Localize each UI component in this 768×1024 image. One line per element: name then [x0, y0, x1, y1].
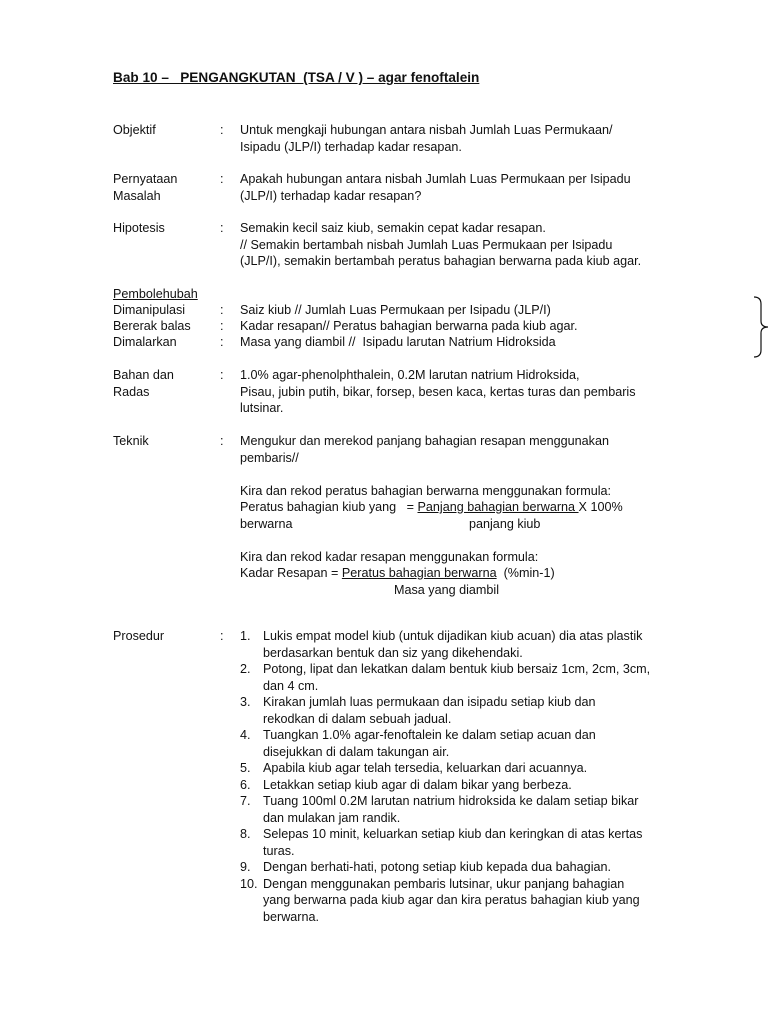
formula-suffix: (%min-1) — [496, 566, 555, 580]
procedure-step — [240, 859, 710, 876]
text-line: lutsinar. — [240, 401, 284, 415]
colon: : — [220, 335, 224, 349]
step-text-line: Lukis empat model kiub (untuk dijadikan kiub acuan) dia atas plastik — [263, 629, 643, 643]
text-line: Pisau, jubin putih, bikar, forsep, besen kaca, kertas turas dan pembaris — [240, 384, 636, 399]
step-text-line: Dengan menggunakan pembaris lutsinar, ukur panjang bahagian — [263, 876, 625, 891]
formula-numerator: Panjang bahagian berwarna — [417, 500, 579, 514]
prosedur-label: Prosedur — [113, 629, 165, 643]
colon: : — [220, 368, 224, 382]
step-number: 8. — [240, 827, 251, 841]
step-number: 5. — [240, 761, 251, 775]
label-line: Bahan dan — [113, 368, 174, 382]
label-line: Pernyataan — [113, 172, 178, 186]
formula-line — [240, 516, 710, 533]
procedure-list — [240, 628, 710, 925]
step-text-line: Tuang 100ml 0.2M larutan natrium hidroksida ke dalam setiap bikar — [263, 794, 639, 808]
text-line: 1.0% agar-phenolphthalein, 0.2M larutan natrium Hidroksida, — [240, 368, 580, 382]
text-line: Untuk mengkaji hubungan antara nisbah Jumlah Luas Permukaan/ — [240, 123, 613, 137]
text-line: // Semakin bertambah nisbah Jumlah Luas Permukaan per Isipadu — [240, 237, 613, 252]
variable-value: Kadar resapan// Peratus bahagian berwarna pada kiub agar. — [240, 319, 578, 333]
formula-numerator: Peratus bahagian berwarna — [341, 566, 497, 580]
formula-lhs: Peratus bahagian kiub yang = — [240, 500, 418, 514]
step-number: 2. — [240, 662, 251, 676]
step-text-line: yang berwarna pada kiub agar dan kira peratus bahagian kiub yang — [263, 893, 640, 907]
formula-lhs: berwarna — [240, 516, 293, 531]
colon: : — [220, 319, 224, 333]
procedure-step — [240, 876, 710, 926]
text-line: Apakah hubungan antara nisbah Jumlah Luas Permukaan per Isipadu — [240, 172, 631, 186]
formula-intro: Kira dan rekod kadar resapan menggunakan formula: — [240, 549, 539, 564]
procedure-step — [240, 661, 710, 694]
text-line: pembaris// — [240, 450, 299, 465]
step-text-line: Selepas 10 minit, keluarkan setiap kiub dan keringkan di atas kertas — [263, 827, 643, 841]
procedure-step — [240, 826, 710, 859]
step-number: 4. — [240, 728, 251, 742]
pernyataan-label — [113, 171, 221, 204]
hipotesis-label: Hipotesis — [113, 221, 165, 235]
text-line: (JLP/I), semakin bertambah peratus bahagian berwarna pada kiub agar. — [240, 254, 642, 268]
formula-line — [240, 565, 710, 582]
step-text-line: rekodkan di dalam sebuah jadual. — [263, 711, 452, 726]
variable-value: Saiz kiub // Jumlah Luas Permukaan per Isipadu (JLP/I) — [240, 303, 551, 317]
formula-suffix: X 100% — [578, 500, 623, 514]
text-line: Semakin kecil saiz kiub, semakin cepat kadar resapan. — [240, 221, 546, 235]
text-line: Mengukur dan merekod panjang bahagian resapan menggunakan — [240, 434, 609, 448]
step-text-line: Dengan berhati-hati, potong setiap kiub kepada dua bahagian. — [263, 860, 611, 874]
step-number: 6. — [240, 777, 251, 792]
teknik-text — [240, 433, 710, 598]
procedure-step — [240, 727, 710, 760]
procedure-step — [240, 793, 710, 826]
step-text-line: dan mulakan jam randik. — [263, 810, 401, 825]
variable-label: Dimalarkan — [113, 335, 177, 349]
objektif-label: Objektif — [113, 123, 156, 137]
formula-denominator: Masa yang diambil — [394, 582, 499, 597]
text-line: (JLP/I) terhadap kadar resapan? — [240, 188, 422, 203]
step-text-line: berdasarkan bentuk dan siz yang dikehendaki. — [263, 645, 523, 660]
teknik-label: Teknik — [113, 434, 149, 448]
procedure-step — [240, 760, 710, 777]
step-number: 10. — [240, 876, 258, 891]
colon: : — [220, 123, 224, 137]
colon: : — [220, 629, 224, 643]
variable-label: Dimanipulasi — [113, 303, 186, 317]
hipotesis-text — [240, 220, 710, 270]
objektif-text — [240, 122, 710, 155]
label-line: Radas — [113, 384, 150, 399]
pembolehubah-heading: Pembolehubah — [113, 287, 198, 301]
step-text-line: Tuangkan 1.0% agar-fenoftalein ke dalam setiap acuan dan — [263, 728, 596, 742]
step-text-line: Letakkan setiap kiub agar di dalam bikar yang berbeza. — [263, 777, 572, 792]
label-line: Masalah — [113, 188, 161, 203]
text-line: Isipadu (JLP/I) terhadap kadar resapan. — [240, 139, 462, 154]
procedure-step — [240, 694, 710, 727]
colon: : — [220, 434, 224, 448]
variable-value: Masa yang diambil // Isipadu larutan Natrium Hidroksida — [240, 335, 556, 349]
step-number: 9. — [240, 860, 251, 874]
bahan-label — [113, 367, 221, 400]
colon: : — [220, 172, 224, 186]
formula-line — [240, 582, 710, 599]
step-text-line: Kirakan jumlah luas permukaan dan isipadu setiap kiub dan — [263, 695, 596, 709]
procedure-step — [240, 628, 710, 661]
step-text-line: dan 4 cm. — [263, 678, 319, 693]
colon: : — [220, 303, 224, 317]
colon: : — [220, 221, 224, 235]
step-text-line: Potong, lipat dan lekatkan dalam bentuk kiub bersaiz 1cm, 2cm, 3cm, — [263, 662, 651, 676]
step-text-line: disejukkan di dalam takungan air. — [263, 744, 450, 759]
formula-lhs: Kadar Resapan = — [240, 566, 342, 580]
step-text-line: berwarna. — [263, 909, 320, 924]
step-text-line: turas. — [263, 843, 295, 858]
pernyataan-text — [240, 171, 710, 204]
page-title: Bab 10 – PENGANGKUTAN (TSA / V ) – agar fenoftalein — [113, 70, 480, 85]
bahan-text — [240, 367, 710, 417]
procedure-step — [240, 777, 710, 794]
formula-denominator: panjang kiub — [469, 516, 541, 531]
right-brace-icon — [750, 296, 768, 358]
formula-intro: Kira dan rekod peratus bahagian berwarna menggunakan formula: — [240, 483, 612, 498]
step-text-line: Apabila kiub agar telah tersedia, keluarkan dari acuannya. — [263, 761, 588, 775]
step-number: 1. — [240, 629, 251, 643]
prosedur-list-container — [240, 628, 710, 925]
variable-label: Bererak balas — [113, 319, 191, 333]
step-number: 7. — [240, 794, 251, 808]
formula-line — [240, 499, 710, 516]
step-number: 3. — [240, 695, 251, 709]
